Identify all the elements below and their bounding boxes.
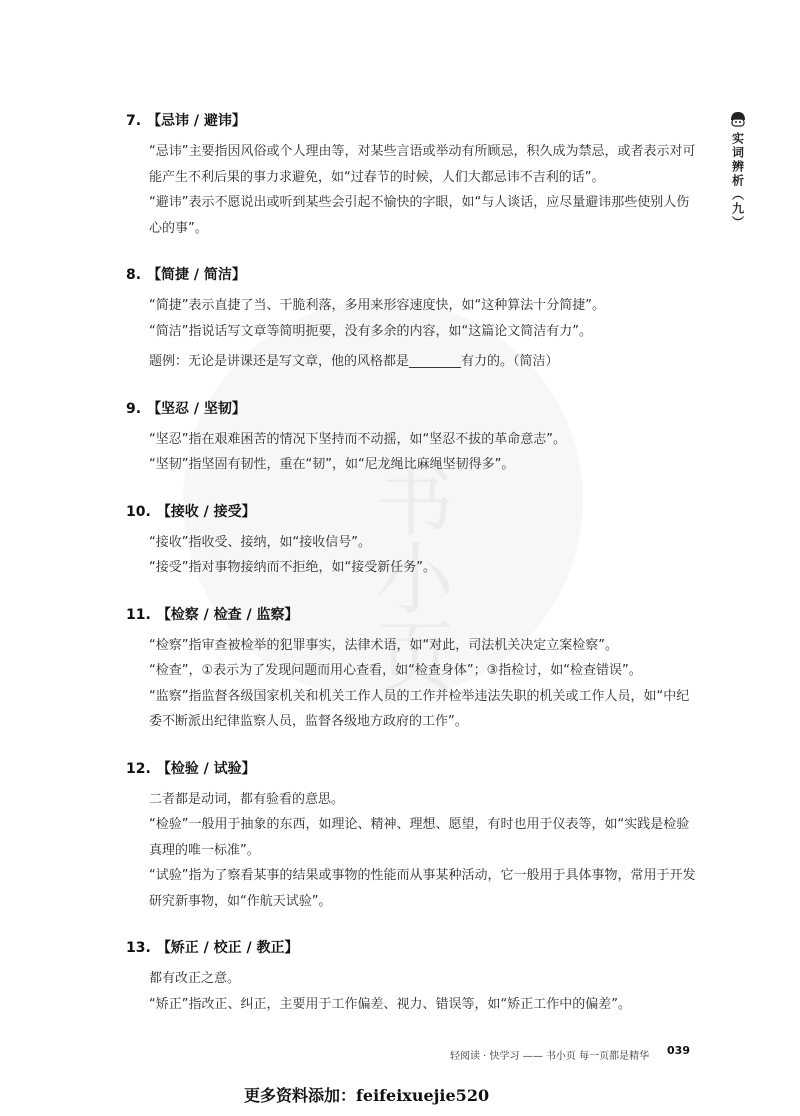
entry-paragraph: “矫正”指改正、纠正，主要用于工作偏差、视力、错误等，如“矫正工作中的偏差”。 <box>149 996 631 1012</box>
entry-title: 【检察 / 检查 / 监察】 <box>156 606 299 623</box>
entry-paragraph: “检察”指审查被检举的犯罪事实，法律术语，如“对此，司法机关决定立案检察”。 <box>149 637 618 653</box>
entry-paragraph: “坚韧”指坚固有韧性，重在“韧”，如“尼龙绳比麻绳坚韧得多”。 <box>149 457 515 472</box>
entry-number: 12. <box>126 760 151 777</box>
entry-number: 11. <box>126 606 151 623</box>
entry-title: 【检验 / 试验】 <box>156 760 256 777</box>
entry-heading <box>126 603 696 627</box>
entry-number: 9. <box>126 400 142 417</box>
entry-paragraph: “检验”一般用于抽象的东西，如理论、精神、理想、愿望，有时也用于仪表等，如“实践是检验真理的唯一标准”。 <box>149 817 690 858</box>
entry-heading <box>126 936 696 960</box>
entry-7 <box>126 109 696 241</box>
entry-heading <box>126 263 696 287</box>
entry-13 <box>126 936 696 1017</box>
entry-heading <box>126 757 696 781</box>
entry-paragraph: “接受”指对事物接纳而不拒绝，如“接受新任务”。 <box>149 560 436 575</box>
entry-paragraph: “检查”，①表示为了发现问题而用心查看，如“检查身体”；③指检讨，如“检查错误”。 <box>149 663 642 678</box>
entry-list <box>126 109 696 1039</box>
promo-text: 更多资料添加：feifeixuejie520 <box>244 1086 490 1105</box>
entry-paragraph: 都有改正之意。 <box>149 971 241 986</box>
page-footer <box>450 1044 690 1064</box>
entry-paragraph: “接收”指收受、接纳，如“接收信号”。 <box>149 534 371 550</box>
footer-tagline: 轻阅读 · 快学习 —— 书小页 每一页都是精华 <box>450 1050 650 1062</box>
example-question: 题例：无论是讲课还是写文章，他的风格都是________有力的。（简洁） <box>149 354 559 369</box>
entry-number: 8. <box>126 267 142 283</box>
side-tab <box>725 110 751 230</box>
entry-number: 13. <box>126 940 151 956</box>
entry-paragraph: “避讳”表示不愿说出或听到某些会引起不愉快的字眼，如“与人谈话，应尽量避讳那些使别人伤心的事”。 <box>149 195 690 236</box>
entry-heading <box>126 500 696 524</box>
entry-title: 【坚忍 / 坚韧】 <box>147 400 246 417</box>
entry-paragraph: “监察”指监督各级国家机关和机关工作人员的工作并检举违法失职的机关或工作人员，如“中纪委不断派出纪律监察人员，监督各级地方政府的工作”。 <box>149 688 690 729</box>
entry-paragraph: “简洁”指说话写文章等简明扼要，没有多余的内容，如“这篇论文简洁有力”。 <box>149 323 592 339</box>
page-number: 039 <box>667 1044 690 1057</box>
entry-number: 10. <box>126 503 151 520</box>
entry-9 <box>126 397 696 478</box>
entry-title: 【接收 / 接受】 <box>156 503 256 520</box>
entry-paragraph: 二者都是动词，都有验看的意思。 <box>149 791 345 807</box>
entry-11 <box>126 603 696 735</box>
entry-title: 【忌讳 / 避讳】 <box>147 113 246 129</box>
entry-heading <box>126 397 696 421</box>
entry-paragraph: “简捷”表示直捷了当、干脆利落，多用来形容速度快，如“这种算法十分简捷”。 <box>149 298 605 313</box>
entry-paragraph: “试验”指为了察看某事的结果或事物的性能而从事某种活动，它一般用于具体事物，常用于开发研究新事物，如“作航天试验”。 <box>149 868 696 909</box>
entry-number: 7. <box>126 113 142 129</box>
mascot-icon <box>728 110 748 128</box>
entry-title: 【矫正 / 校正 / 教正】 <box>156 940 299 956</box>
entry-8 <box>126 263 696 375</box>
entry-12 <box>126 757 696 915</box>
entry-paragraph: “忌讳”主要指因风俗或个人理由等，对某些言语或举动有所顾忌，积久成为禁忌，或者表示对可能产生不利后果的事力求避免，如“过春节的时候，人们大都忌讳不吉利的话”。 <box>149 144 696 185</box>
watermark-text: 书小页 <box>363 460 453 694</box>
entry-title: 【简捷 / 简洁】 <box>147 267 246 283</box>
entry-heading <box>126 109 696 133</box>
entry-paragraph: “坚忍”指在艰难困苦的情况下坚持而不动摇，如“坚忍不拔的革命意志”。 <box>149 431 566 447</box>
side-tab-label: 实词辨析（九） <box>730 132 745 230</box>
entry-10 <box>126 500 696 581</box>
